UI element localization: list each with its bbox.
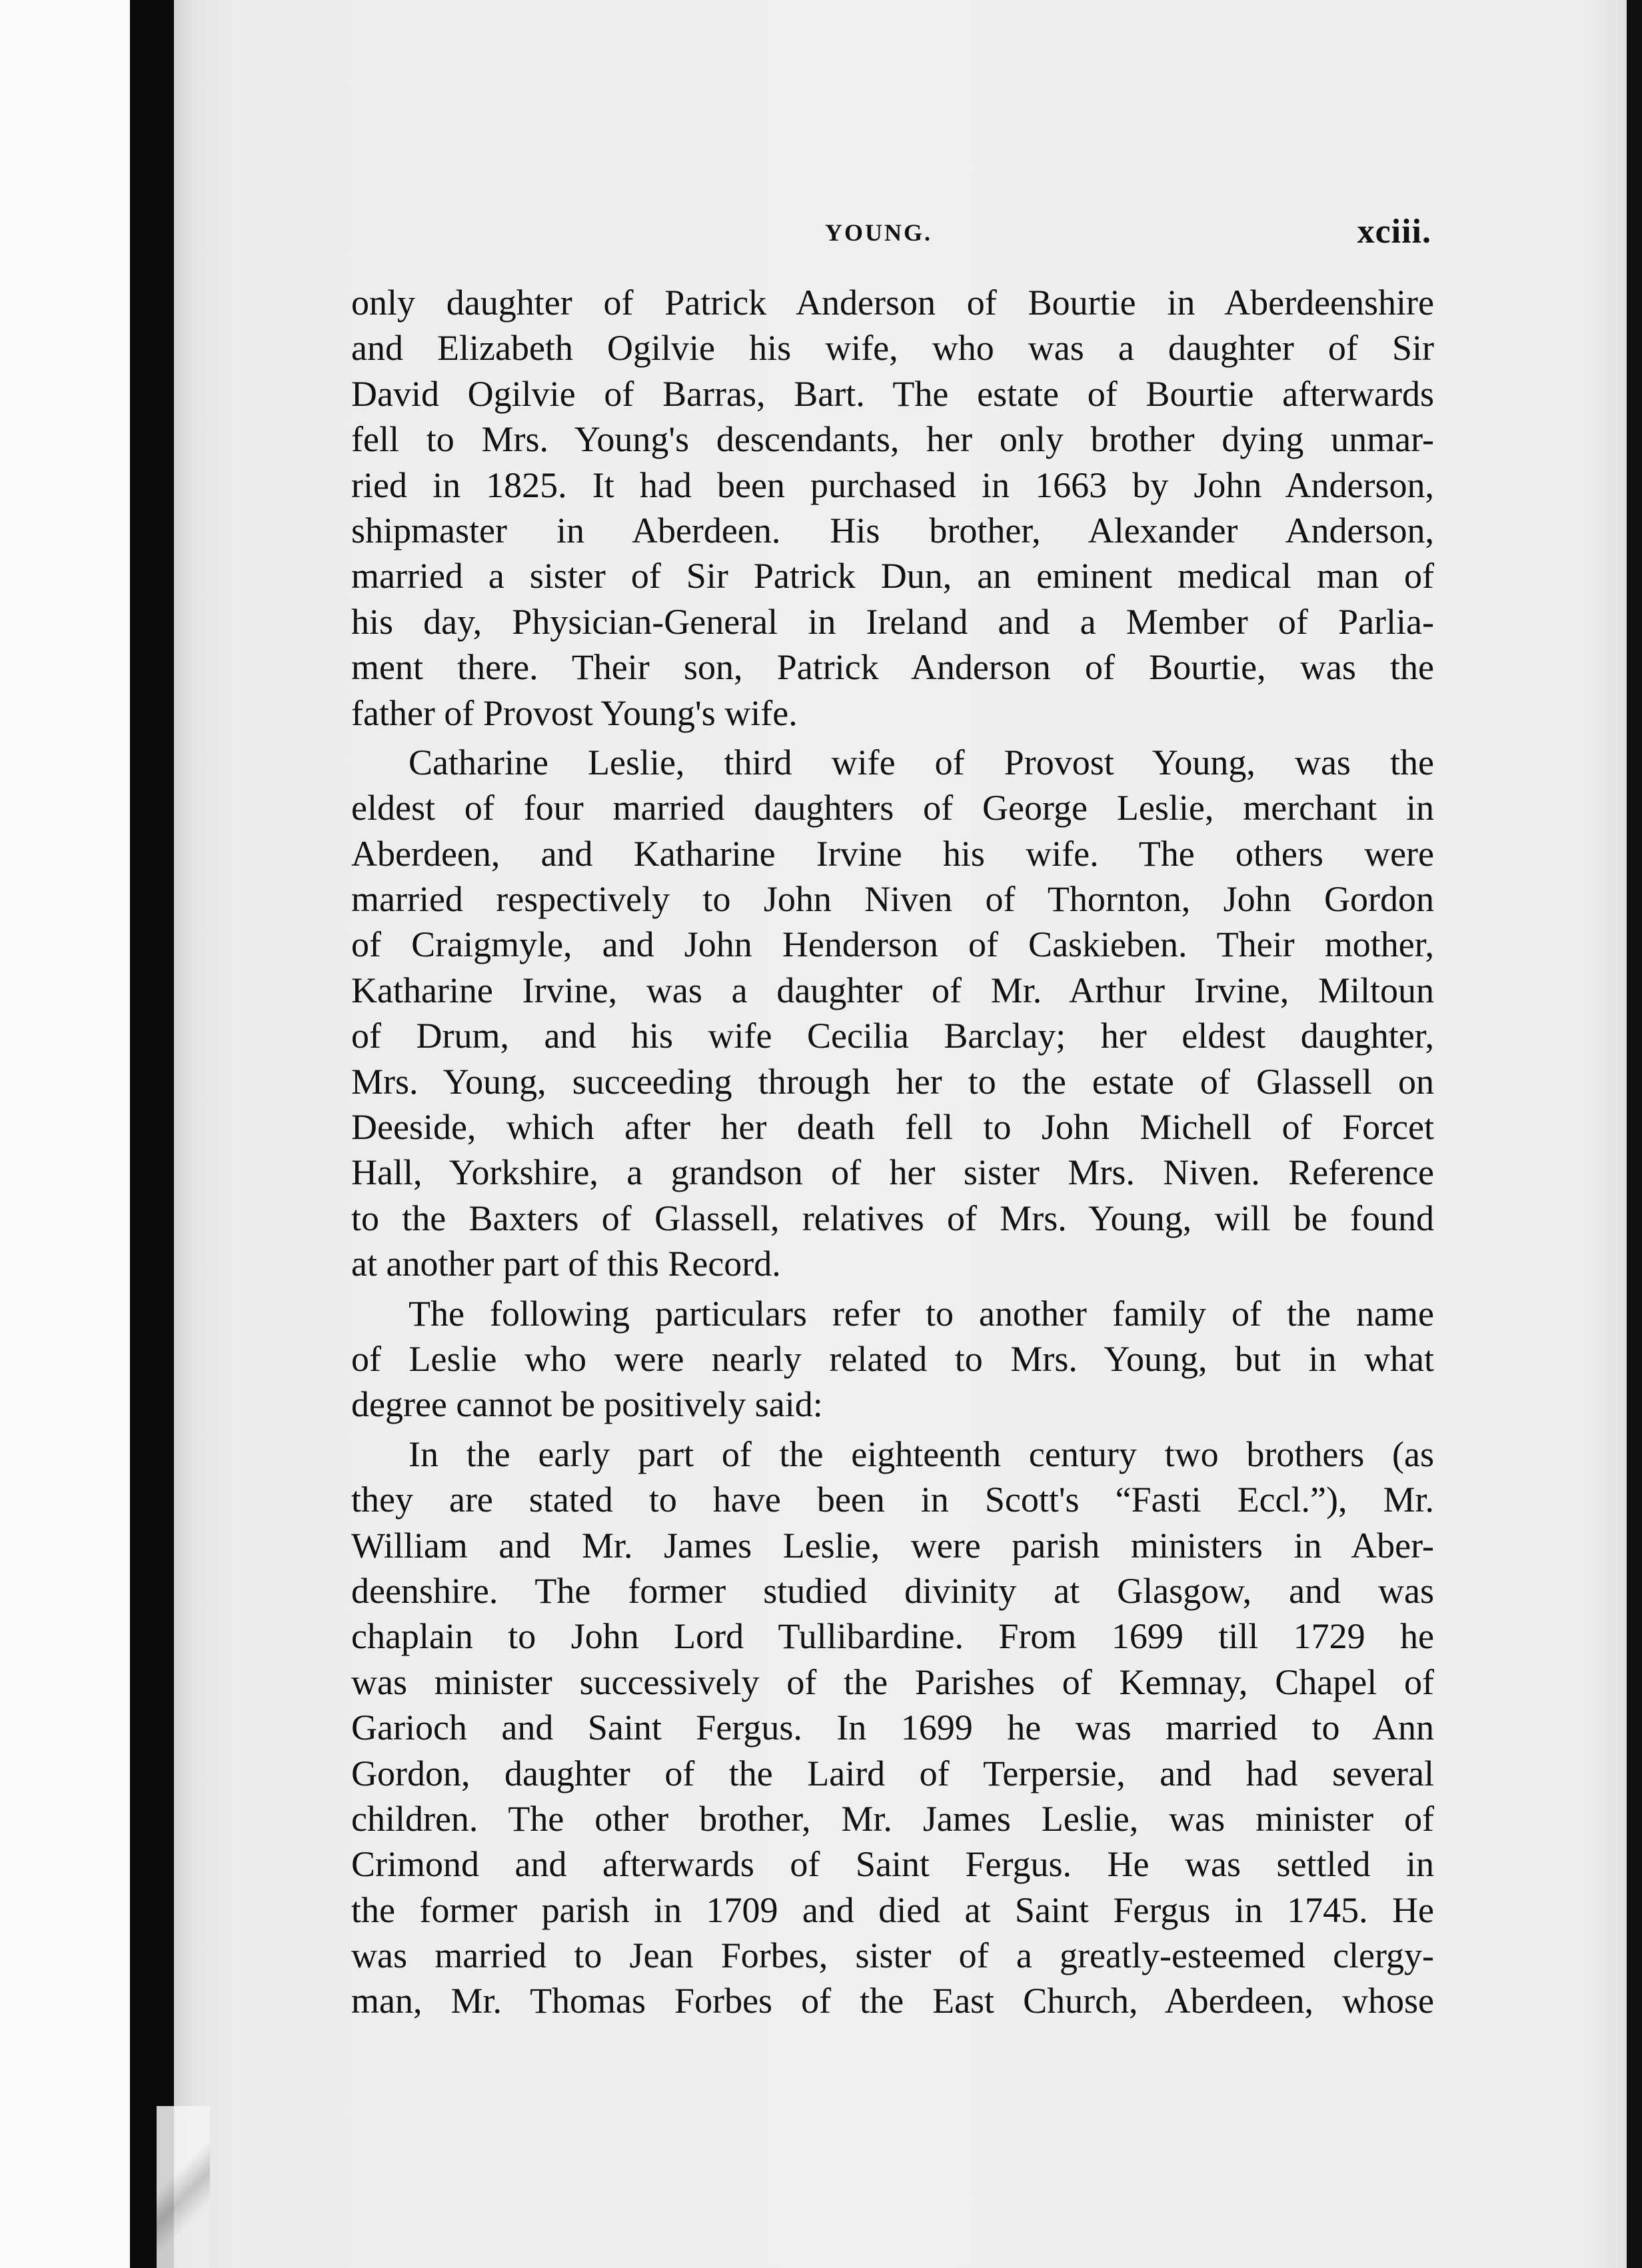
- text-line: married a sister of Sir Patrick Dun, an eminent medical man of: [351, 556, 1434, 596]
- text-line: was married to Jean Forbes, sister of a greatly-esteemed clergy-: [351, 1935, 1434, 1976]
- text-line: only daughter of Patrick Anderson of Bourtie in Aberdeenshire: [351, 283, 1434, 323]
- text-line: ment there. Their son, Patrick Anderson of Bourtie, was the: [351, 647, 1434, 688]
- text-line: Hall, Yorkshire, a grandson of her sister Mrs. Niven. Reference: [351, 1152, 1434, 1193]
- text-line: Crimond and afterwards of Saint Fergus. He was settled in: [351, 1844, 1434, 1885]
- text-line: of Craigmyle, and John Henderson of Caskieben. Their mother,: [351, 924, 1434, 965]
- paragraph-following-particulars: [351, 1291, 1434, 1428]
- text-line: man, Mr. Thomas Forbes of the East Church, Aberdeen, whose: [351, 1981, 1434, 2021]
- text-line: chaplain to John Lord Tullibardine. From 1699 till 1729 he: [351, 1616, 1434, 1657]
- text-line: ried in 1825. It had been purchased in 1663 by John Anderson,: [351, 465, 1434, 505]
- text-line: The following particulars refer to another family of the name: [409, 1293, 1434, 1334]
- text-line: of Drum, and his wife Cecilia Barclay; her eldest daughter,: [351, 1016, 1434, 1056]
- paragraph-catharine-leslie: [351, 740, 1434, 1287]
- text-line: of Leslie who were nearly related to Mrs. Young, but in what: [351, 1338, 1434, 1379]
- text-line: and Elizabeth Ogilvie his wife, who was a daughter of Sir: [351, 328, 1434, 369]
- paragraph-leslie-brothers: [351, 1432, 1434, 2024]
- text-line: father of Provost Young's wife.: [351, 692, 798, 733]
- left-margin: [0, 0, 130, 2268]
- page-number: xciii.: [1357, 213, 1431, 251]
- right-page-edge: [1627, 0, 1642, 2268]
- paragraph-anderson: [351, 280, 1434, 736]
- text-line: at another part of this Record.: [351, 1244, 781, 1284]
- text-line: shipmaster in Aberdeen. His brother, Alexander Anderson,: [351, 510, 1434, 551]
- body-text: [351, 280, 1434, 2028]
- text-line: Gordon, daughter of the Laird of Terpersie, and had several: [351, 1753, 1434, 1793]
- text-line: degree cannot be positively said:: [351, 1384, 823, 1425]
- text-line: deenshire. The former studied divinity at Glasgow, and was: [351, 1570, 1434, 1611]
- text-line: was minister successively of the Parishes of Kemnay, Chapel of: [351, 1662, 1434, 1702]
- text-line: to the Baxters of Glassell, relatives of Mrs. Young, will be found: [351, 1198, 1434, 1238]
- text-line: eldest of four married daughters of George Leslie, merchant in: [351, 788, 1434, 828]
- text-line: Deeside, which after her death fell to John Michell of Forcet: [351, 1107, 1434, 1148]
- torn-corner: [157, 2106, 210, 2268]
- text-line: his day, Physician-General in Ireland and a Member of Parlia-: [351, 601, 1434, 642]
- text-line: Katharine Irvine, was a daughter of Mr. Arthur Irvine, Miltoun: [351, 970, 1434, 1010]
- text-line: fell to Mrs. Young's descendants, her only brother dying unmar-: [351, 419, 1434, 460]
- text-line: they are stated to have been in Scott's “Fasti Eccl.”), Mr.: [351, 1480, 1434, 1520]
- running-title: YOUNG.: [825, 219, 932, 246]
- text-line: the former parish in 1709 and died at Saint Fergus in 1745. He: [351, 1889, 1434, 1930]
- text-line: married respectively to John Niven of Thornton, John Gordon: [351, 879, 1434, 920]
- text-line: William and Mr. James Leslie, were parish ministers in Aber-: [351, 1525, 1434, 1566]
- text-line: children. The other brother, Mr. James Leslie, was minister of: [351, 1798, 1434, 1839]
- running-head: [352, 212, 1431, 259]
- text-line: Aberdeen, and Katharine Irvine his wife. The others were: [351, 833, 1434, 874]
- text-line: Mrs. Young, succeeding through her to the estate of Glassell on: [351, 1061, 1434, 1102]
- text-line: In the early part of the eighteenth century two brothers (as: [409, 1434, 1434, 1474]
- text-line: Catharine Leslie, third wife of Provost Young, was the: [409, 742, 1434, 782]
- text-line: David Ogilvie of Barras, Bart. The estate of Bourtie afterwards: [351, 373, 1434, 414]
- text-line: Garioch and Saint Fergus. In 1699 he was married to Ann: [351, 1707, 1434, 1748]
- binding-shadow: [130, 0, 174, 2268]
